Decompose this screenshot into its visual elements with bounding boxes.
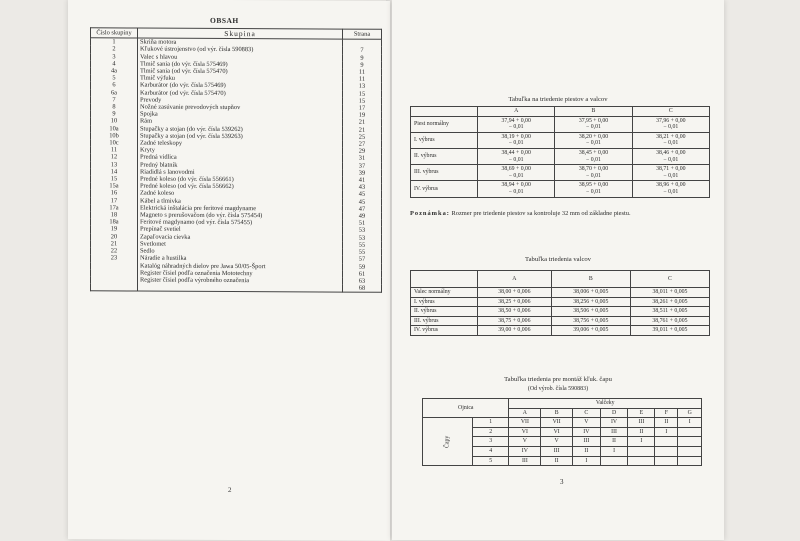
group-page: 45 <box>343 191 382 198</box>
group-name: Skriňa motora <box>138 38 343 47</box>
group-name: Predná vidlica <box>138 154 343 162</box>
crankpin-cell: I <box>573 456 601 466</box>
group-page: 21 <box>343 119 382 126</box>
piston-cell-c: 37,96 + 0,00 − 0,01 <box>632 116 709 132</box>
group-name: Tlmič výfuku <box>138 75 343 83</box>
group-number: 20 <box>91 233 138 240</box>
group-number: 23 <box>91 255 138 262</box>
crankpin-cell <box>655 446 678 456</box>
cylinder-cell-label: III. výbrus <box>411 316 478 326</box>
piston-note <box>410 210 710 218</box>
roller-col-header: E <box>628 408 655 418</box>
crankpin-cell: I <box>628 437 655 447</box>
cylinder-cell-c: 38,261 + 0,005 <box>630 297 709 307</box>
cylinder-header-blank <box>411 271 478 288</box>
roller-col-header: B <box>541 408 573 418</box>
cylinder-cell-b: 38,506 + 0,005 <box>551 307 630 317</box>
crankpin-row <box>423 418 702 428</box>
crankpin-cell: V <box>541 437 573 447</box>
crankpin-cell <box>678 437 702 447</box>
group-number: 4 <box>91 60 138 67</box>
piston-row <box>411 165 710 181</box>
group-number: 6a <box>91 89 138 96</box>
roller-col-header: D <box>600 408 628 418</box>
group-page: 37 <box>343 162 382 169</box>
group-number: 7 <box>91 96 138 103</box>
piston-row <box>411 132 710 148</box>
cylinder-table <box>410 270 710 336</box>
group-page: 15 <box>343 97 382 104</box>
pin-number: 1 <box>473 418 509 428</box>
group-number: 18 <box>91 211 138 218</box>
crankpin-cell: VII <box>509 418 541 428</box>
group-name: Nožné zasúvanie prevodových stupňov <box>138 104 343 112</box>
col-header-number: Číslo skupiny <box>91 28 138 38</box>
group-page: 17 <box>343 105 382 112</box>
group-name: Zapaľovacia cievka <box>138 233 343 241</box>
group-number: 15 <box>91 175 138 182</box>
cylinder-row <box>411 326 710 336</box>
group-page <box>343 39 382 47</box>
cylinder-row <box>411 307 710 317</box>
group-name: Svetlomet <box>138 240 343 248</box>
piston-row <box>411 181 710 197</box>
group-page: 57 <box>343 256 382 263</box>
group-number: 10 <box>91 118 138 125</box>
group-number: 13 <box>91 161 138 168</box>
group-page: 13 <box>343 83 382 90</box>
cylinder-row <box>411 297 710 307</box>
group-page: 15 <box>343 90 382 97</box>
crankpin-cell: I <box>600 446 628 456</box>
group-page: 68 <box>343 285 382 293</box>
group-page: 53 <box>343 234 382 241</box>
group-page: 45 <box>343 198 382 205</box>
cylinder-cell-a: 38,75 + 0,006 <box>478 316 552 326</box>
contents-row <box>91 283 382 292</box>
group-page: 41 <box>343 177 382 184</box>
cylinder-cell-label: IV. výbrus <box>411 326 478 336</box>
crankpin-cell: III <box>628 418 655 428</box>
piston-cell-a: 38,94 + 0,00 − 0,01 <box>478 181 555 197</box>
group-number: 2 <box>91 46 138 53</box>
group-number: 8 <box>91 103 138 110</box>
group-page: 21 <box>343 126 382 133</box>
group-page: 29 <box>343 148 382 155</box>
pin-number: 2 <box>473 427 509 437</box>
cylinder-header-a: A <box>478 271 552 288</box>
pin-number: 3 <box>473 437 509 447</box>
group-name: Riadidlá s lanovodmi <box>138 168 343 176</box>
piston-table <box>410 106 710 198</box>
crankpin-cell <box>678 427 702 437</box>
header-ojnica: Ojnica <box>423 399 509 418</box>
page-number-left: 2 <box>228 485 232 495</box>
crankpin-cell: VI <box>509 427 541 437</box>
crankpin-cell: II <box>573 446 601 456</box>
group-page: 61 <box>343 270 382 277</box>
group-page: 55 <box>343 241 382 248</box>
piston-cell-label: IV. výbrus <box>411 181 478 197</box>
group-page: 25 <box>343 133 382 140</box>
piston-header-a: A <box>478 107 555 117</box>
crankpin-cell: II <box>600 437 628 447</box>
group-page: 27 <box>343 141 382 148</box>
group-name: Predný blatník <box>138 161 343 169</box>
cylinder-table-title: Tabuľka triedenia valcov <box>525 256 591 263</box>
crankpin-cell: V <box>509 437 541 447</box>
group-page: 43 <box>343 184 382 191</box>
group-page: 7 <box>343 47 382 54</box>
group-name: Karburátor (do výr. čísla 575469) <box>138 82 343 90</box>
left-page <box>68 0 390 541</box>
group-name: Karburátor (od výr. čísla 575470) <box>138 89 343 97</box>
contents-title: OBSAH <box>210 15 239 26</box>
cylinder-cell-label: I. výbrus <box>411 297 478 307</box>
cylinder-row <box>411 288 710 298</box>
group-number: 22 <box>91 247 138 254</box>
group-name: Zadné teleskopy <box>138 140 343 148</box>
crankpin-cell <box>655 437 678 447</box>
crankpin-cell <box>678 456 702 466</box>
contents-table <box>90 27 382 293</box>
group-name: Stupačky a stojan (od výr. čísla 539263) <box>138 132 343 140</box>
crankpin-cell: III <box>600 427 628 437</box>
group-page: 55 <box>343 249 382 256</box>
group-name: Register čísiel podľa označenia Mototechny <box>138 269 343 277</box>
piston-header-c: C <box>632 107 709 117</box>
group-name: Kábel a tlmivka <box>138 197 343 205</box>
crankpin-table-subtitle: (Od výrob. čísla 590883) <box>527 386 589 392</box>
header-valceky: Valčeky <box>509 399 702 409</box>
group-number: 14 <box>91 168 138 175</box>
crankpin-cell: IV <box>573 427 601 437</box>
piston-table-title: Tabuľka na triedenie piestov a valcov <box>508 96 608 103</box>
group-page: 9 <box>343 54 382 61</box>
piston-cell-b: 38,70 + 0,00 − 0,01 <box>555 165 632 181</box>
piston-cell-b: 38,95 + 0,00 − 0,01 <box>555 181 632 197</box>
crankpin-table <box>422 398 702 466</box>
crankpin-cell: I <box>678 418 702 428</box>
crankpin-cell: II <box>628 427 655 437</box>
cylinder-cell-b: 38,756 + 0,005 <box>551 316 630 326</box>
group-name: Predné koleso (od výr. čísla 556662) <box>138 183 343 191</box>
crankpin-cell: III <box>573 437 601 447</box>
group-number: 11 <box>91 147 138 154</box>
group-number: 6 <box>91 82 138 89</box>
group-page: 59 <box>343 263 382 270</box>
group-number: 16 <box>91 190 138 197</box>
header-capy: Čapy <box>423 418 473 466</box>
cylinder-cell-a: 38,50 + 0,006 <box>478 307 552 317</box>
col-header-page: Strana <box>343 29 382 39</box>
group-number: 19 <box>91 226 138 233</box>
piston-cell-a: 38,19 + 0,00 − 0,01 <box>478 132 555 148</box>
group-page: 19 <box>343 112 382 119</box>
group-number: 10b <box>91 132 138 139</box>
group-name: Stupačky a stojan (do výr. čísla 539262) <box>138 125 343 133</box>
cylinder-cell-a: 38,00 + 0,006 <box>478 288 552 298</box>
piston-cell-label: II. výbrus <box>411 148 478 164</box>
crankpin-cell: II <box>655 418 678 428</box>
group-name: Náradie a hustilka <box>138 255 343 263</box>
piston-cell-b: 38,45 + 0,00 − 0,01 <box>555 148 632 164</box>
piston-header-b: B <box>555 107 632 117</box>
piston-cell-c: 38,21 + 0,00 − 0,01 <box>632 132 709 148</box>
group-name: Kľukové ústrojenstvo (od výr. čísla 590883) <box>138 46 343 54</box>
crankpin-cell: I <box>655 427 678 437</box>
group-page: 11 <box>343 76 382 83</box>
group-number: 21 <box>91 240 138 247</box>
cylinder-row <box>411 316 710 326</box>
group-name: Tlmič sania (od výr. čísla 575470) <box>138 68 343 76</box>
crankpin-cell <box>655 456 678 466</box>
piston-cell-a: 37,94 + 0,00 − 0,01 <box>478 116 555 132</box>
cylinder-cell-a: 39,00 + 0,006 <box>478 326 552 336</box>
crankpin-cell: IV <box>509 446 541 456</box>
cylinder-cell-b: 39,006 + 0,005 <box>551 326 630 336</box>
right-page <box>392 0 724 540</box>
group-name: Magneto s prerušovačom (do výr. čísla 575454) <box>138 212 343 220</box>
group-number: 1 <box>91 38 138 46</box>
group-name: Rám <box>138 118 343 126</box>
crankpin-cell: II <box>541 456 573 466</box>
piston-cell-label: III. výbrus <box>411 165 478 181</box>
group-page: 53 <box>343 227 382 234</box>
roller-col-header: A <box>509 408 541 418</box>
cylinder-cell-c: 38,761 + 0,005 <box>630 316 709 326</box>
group-page: 39 <box>343 169 382 176</box>
crankpin-cell: VI <box>541 427 573 437</box>
piston-cell-a: 38,44 + 0,00 − 0,01 <box>478 148 555 164</box>
group-name: Kryty <box>138 147 343 155</box>
group-name: Spojka <box>138 111 343 119</box>
crankpin-cell <box>600 456 628 466</box>
piston-cell-a: 38,69 + 0,00 − 0,01 <box>478 165 555 181</box>
crankpin-cell: III <box>509 456 541 466</box>
piston-cell-c: 38,71 + 0,00 − 0,01 <box>632 165 709 181</box>
cylinder-cell-c: 38,511 + 0,005 <box>630 307 709 317</box>
cylinder-cell-b: 38,006 + 0,005 <box>551 288 630 298</box>
cylinder-cell-label: II. výbrus <box>411 307 478 317</box>
piston-row <box>411 116 710 132</box>
group-name: Prevody <box>138 96 343 104</box>
group-number: 5 <box>91 74 138 81</box>
group-name: Tlmič sania (do výr. čísla 575469) <box>138 60 343 68</box>
roller-col-header: G <box>678 408 702 418</box>
piston-header-blank <box>411 107 478 117</box>
piston-cell-label: Piest normálny <box>411 116 478 132</box>
piston-cell-b: 37,95 + 0,00 − 0,01 <box>555 116 632 132</box>
group-page: 49 <box>343 213 382 220</box>
crankpin-cell <box>678 446 702 456</box>
page-number-right: 3 <box>560 478 564 486</box>
group-name: Prepínač svetiel <box>138 226 343 234</box>
group-page: 47 <box>343 205 382 212</box>
cylinder-cell-b: 38,256 + 0,005 <box>551 297 630 307</box>
cylinder-cell-c: 39,011 + 0,005 <box>630 326 709 336</box>
crankpin-cell <box>628 446 655 456</box>
piston-cell-b: 38,20 + 0,00 − 0,01 <box>555 132 632 148</box>
crankpin-cell: VII <box>541 418 573 428</box>
pin-number: 4 <box>473 446 509 456</box>
cylinder-cell-a: 38,25 + 0,006 <box>478 297 552 307</box>
group-name: Katalóg náhradných dielov pre Jawa 50/05-Šport <box>138 262 343 270</box>
cylinder-cell-label: Valec normálny <box>411 288 478 298</box>
group-number: 9 <box>91 111 138 118</box>
group-number: 18a <box>91 219 138 226</box>
note-label: Poznámka: <box>410 210 450 217</box>
roller-col-header: C <box>573 408 601 418</box>
crankpin-cell: III <box>541 446 573 456</box>
group-number: 12 <box>91 154 138 161</box>
cylinder-header-b: B <box>551 271 630 288</box>
group-name: Elektrická inštalácia pre feritové magdyname <box>138 204 343 212</box>
piston-cell-c: 38,96 + 0,00 − 0,01 <box>632 181 709 197</box>
crankpin-cell: V <box>573 418 601 428</box>
group-number: 10c <box>91 139 138 146</box>
crankpin-cell <box>628 456 655 466</box>
group-name: Sedlo <box>138 248 343 256</box>
group-number: 15a <box>91 183 138 190</box>
cylinder-header-c: C <box>630 271 709 288</box>
group-name: Valec s hlavou <box>138 53 343 61</box>
group-number: 3 <box>91 53 138 60</box>
group-number: 17 <box>91 197 138 204</box>
group-name: Predné koleso (do výr. čísla 556661) <box>138 176 343 184</box>
group-number: 4a <box>91 67 138 74</box>
piston-cell-label: I. výbrus <box>411 132 478 148</box>
group-name: Register čísiel podľa výrobného označenia <box>138 276 343 284</box>
group-number: 17a <box>91 204 138 211</box>
group-name <box>138 284 343 293</box>
piston-cell-c: 38,46 + 0,00 − 0,01 <box>632 148 709 164</box>
group-name: Zadné koleso <box>138 190 343 198</box>
group-page: 31 <box>343 155 382 162</box>
cylinder-cell-c: 38,011 + 0,005 <box>630 288 709 298</box>
group-page: 63 <box>343 278 382 285</box>
pin-number: 5 <box>473 456 509 466</box>
group-name: Feritové magdynamo (od výr. čísla 575455) <box>138 219 343 227</box>
group-number <box>91 283 138 291</box>
group-page: 11 <box>343 69 382 76</box>
group-number: 10a <box>91 125 138 132</box>
note-text: Rozmer pre triedenie piestov sa kontroluje 32 mm od základne piestu. <box>451 210 631 217</box>
crankpin-cell: IV <box>600 418 628 428</box>
col-header-group: Skupina <box>138 28 343 39</box>
group-page: 9 <box>343 61 382 68</box>
group-page: 51 <box>343 220 382 227</box>
roller-col-header: F <box>655 408 678 418</box>
piston-row <box>411 148 710 164</box>
crankpin-table-title: Tabuľka triedenia pre montáž kľuk. čapu <box>504 376 612 383</box>
